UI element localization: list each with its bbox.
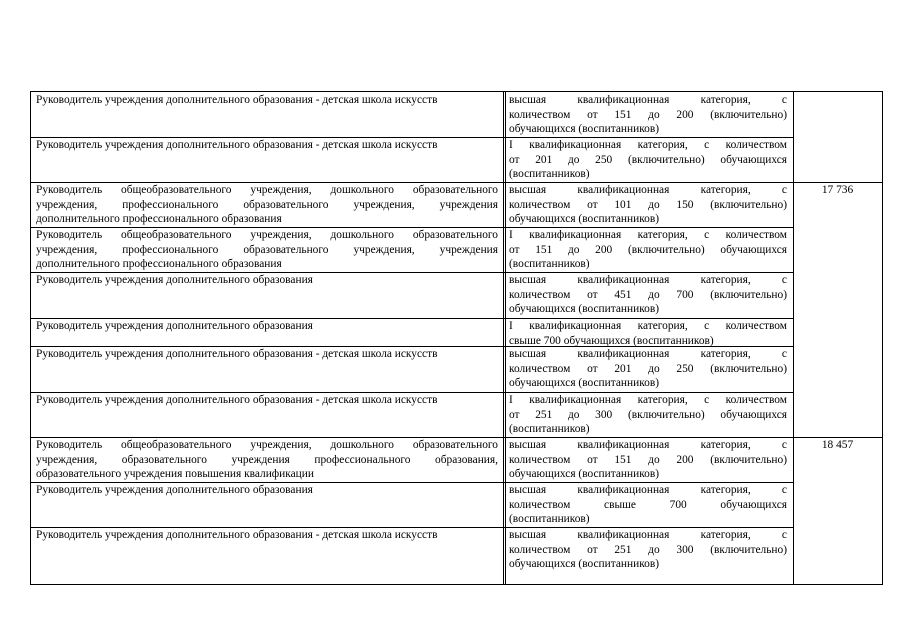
position-text: Руководитель учреждения дополнительного образования - детская школа искусств [36, 394, 438, 406]
position-text: Руководитель учреждения дополнительного образования - детская школа искусств [36, 348, 438, 360]
category-text: от 251 до 300 (включительно) обучающихся [509, 408, 787, 421]
position-text: дополнительного профессионального образования [36, 213, 282, 226]
position-cell [36, 273, 498, 288]
category-text: обучающихся (воспитанников) [509, 303, 660, 316]
position-cell [36, 319, 498, 334]
position-text: учреждения, образовательного учреждения профессионального образования, [36, 453, 498, 466]
position-text: Руководитель учреждения дополнительного образования - детская школа искусств [36, 94, 438, 106]
table-row [31, 137, 882, 182]
category-text: (воспитанников) [509, 513, 590, 526]
position-text: Руководитель общеобразовательного учреждения, дошкольного образовательного [36, 229, 498, 241]
category-text: (воспитанников) [509, 258, 590, 271]
salary-value: 17 736 [821, 184, 854, 196]
salary-value: 18 457 [821, 439, 854, 451]
position-cell [36, 393, 498, 408]
category-text: I квалификационная категория, с количеством [509, 139, 787, 151]
category-text: свыше 700 обучающихся (воспитанников) [509, 334, 714, 347]
category-text: высшая квалификационная категория, с [509, 439, 787, 451]
table-row [31, 272, 882, 318]
position-text: Руководитель учреждения дополнительного образования [36, 484, 313, 496]
category-text: количеством от 151 до 200 (включительно) [509, 108, 787, 121]
position-cell [36, 228, 498, 272]
category-text: количеством от 151 до 200 (включительно) [509, 453, 787, 466]
category-text: обучающихся (воспитанников) [509, 468, 660, 481]
position-text: Руководитель учреждения дополнительного образования - детская школа искусств [36, 529, 438, 541]
table-row [31, 346, 882, 392]
position-cell [36, 93, 498, 108]
category-text: высшая квалификационная категория, с [509, 348, 787, 360]
position-cell [36, 483, 498, 498]
category-text: обучающихся (воспитанников) [509, 213, 660, 226]
table-row [31, 92, 882, 137]
category-cell [509, 93, 787, 137]
position-cell [36, 438, 498, 482]
position-cell [36, 528, 498, 543]
category-cell [509, 528, 787, 572]
position-text: учреждения, профессионального образовательного учреждения, учреждения [36, 198, 498, 211]
category-text: высшая квалификационная категория, с [509, 94, 787, 106]
table-row [31, 437, 882, 482]
category-cell [509, 319, 787, 348]
category-text: (воспитанников) [509, 423, 590, 436]
position-text: Руководитель общеобразовательного учреждения, дошкольного образовательного [36, 439, 498, 451]
table-row [31, 227, 882, 272]
category-text: I квалификационная категория, с количеством [509, 394, 787, 406]
category-text: количеством от 451 до 700 (включительно) [509, 288, 787, 301]
position-cell [36, 347, 498, 362]
category-text: обучающихся (воспитанников) [509, 123, 660, 136]
table-row [31, 482, 882, 527]
category-cell [509, 347, 787, 391]
category-text: количеством от 101 до 150 (включительно) [509, 198, 787, 211]
table-row [31, 527, 882, 584]
table-row [31, 182, 882, 227]
category-text: (воспитанников) [509, 168, 590, 181]
position-text: Руководитель учреждения дополнительного образования [36, 320, 313, 332]
category-text: количеством свыше 700 обучающихся [509, 498, 787, 511]
position-text: Руководитель учреждения дополнительного образования [36, 274, 313, 286]
category-text: высшая квалификационная категория, с [509, 184, 787, 196]
category-text: высшая квалификационная категория, с [509, 529, 787, 541]
category-cell [509, 273, 787, 317]
category-text: обучающихся (воспитанников) [509, 377, 660, 390]
category-text: I квалификационная категория, с количеством [509, 320, 787, 332]
table-row [31, 318, 882, 346]
category-cell [509, 228, 787, 272]
category-cell [509, 483, 787, 527]
category-text: высшая квалификационная категория, с [509, 484, 787, 496]
category-text: от 151 до 200 (включительно) обучающихся [509, 243, 787, 256]
category-text: обучающихся (воспитанников) [509, 558, 660, 571]
position-text: образовательного учреждения повышения квалификации [36, 468, 314, 481]
position-text: Руководитель общеобразовательного учреждения, дошкольного образовательного [36, 184, 498, 196]
position-text: дополнительного профессионального образования [36, 258, 282, 271]
category-cell [509, 183, 787, 227]
category-text: количеством от 251 до 300 (включительно) [509, 543, 787, 556]
category-cell [509, 393, 787, 437]
category-text: I квалификационная категория, с количеством [509, 229, 787, 241]
category-text: количеством от 201 до 250 (включительно) [509, 362, 787, 375]
salary-table [30, 91, 883, 585]
position-text: учреждения, профессионального образовательного учреждения, учреждения [36, 243, 498, 256]
position-text: Руководитель учреждения дополнительного образования - детская школа искусств [36, 139, 438, 151]
table-row [31, 392, 882, 437]
category-cell [509, 138, 787, 182]
position-cell [36, 183, 498, 227]
position-cell [36, 138, 498, 153]
category-cell [509, 438, 787, 482]
category-text: от 201 до 250 (включительно) обучающихся [509, 153, 787, 166]
category-text: высшая квалификационная категория, с [509, 274, 787, 286]
